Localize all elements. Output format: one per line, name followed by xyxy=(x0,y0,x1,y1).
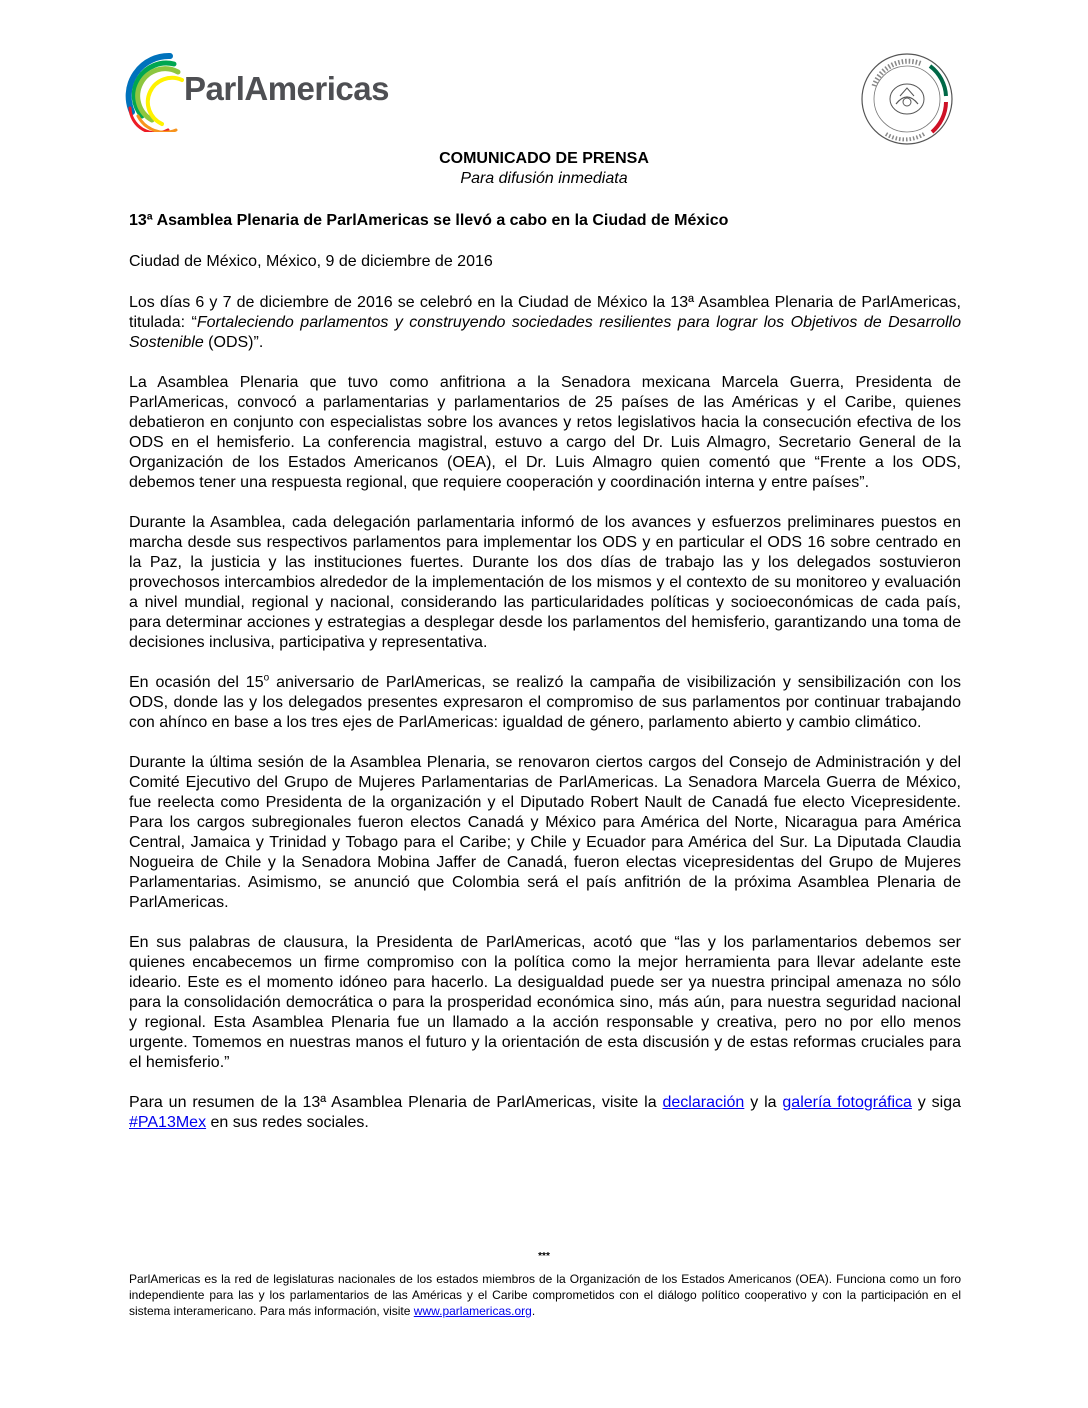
footer-end: . xyxy=(531,1304,536,1318)
paragraph-3: Durante la Asamblea, cada delegación parlamentaria informó de los avances y esfuerzos preliminares puestos en marcha desde sus respectivos parlamentos para implementar los ODS y en particular el ODS 16 sobre centrado en la Paz, la justicia y las instituciones fuertes. Durante los dos días de trabajo las y los delegados sostuvieron provechosos intercambios alrededor de la implementación de los mismos y el contexto de su monitoreo y evaluación a nivel mundial, regional y nacional, considerando las particularidades políticas y socioeconómicas de cada país, para determinar acciones y estrategias a desplegar desde los parlamentos del hemisferio, garantizando una toma de decisiones inclusiva, participativa y representativa. xyxy=(129,514,961,651)
paragraph-1-text: Los días 6 y 7 de diciembre de 2016 se celebró en la Ciudad de México la 13ª Asamblea Plenaria de ParlAmericas, titulada: “ xyxy=(129,294,961,331)
footer-note xyxy=(129,1271,961,1319)
declaracion-link[interactable]: declaración xyxy=(662,1094,745,1111)
paragraph-4-end: aniversario de ParlAmericas, se realizó la campaña de visibilización y sensibilización con los ODS, donde las y los delegados presentes expresaron el compromiso de sus parlamentos por continuar trabajando con ahínco en base a los tres ejes de ParlAmericas: igualdad de género, parlamento abierto y cambio climático. xyxy=(129,674,962,731)
paragraph-1-end: (ODS)”. xyxy=(203,334,264,351)
separator: *** xyxy=(538,1251,550,1262)
release-title: COMUNICADO DE PRENSA xyxy=(439,150,649,167)
release-header xyxy=(0,149,1088,189)
paragraph-7 xyxy=(129,1093,961,1133)
paragraph-7-mid-1: y la xyxy=(744,1094,783,1111)
footer-text: ParlAmericas es la red de legislaturas nacionales de los estados miembros de la Organización de los Estados Americanos (OEA). Funciona como un foro independiente para las y los parlamentarios de las Américas y el Caribe comprometidos con el diálogo político cooperativo y con la participación en el sistema interamericano. Para más información, visite xyxy=(129,1272,961,1318)
paragraph-7-mid-2: y siga xyxy=(911,1094,961,1111)
senate-seal xyxy=(860,52,954,146)
release-subtitle: Para difusión inmediata xyxy=(460,170,628,187)
paragraph-7-start: Para un resumen de la 13ª Asamblea Plenaria de ParlAmericas, visite la xyxy=(129,1094,663,1111)
paragraph-7-end: en sus redes sociales. xyxy=(206,1114,369,1131)
paragraph-1-italic: Fortaleciendo parlamentos y construyendo sociedades resilientes para lograr los Objetivos de Desarrollo Sostenible xyxy=(129,314,962,351)
headline: 13ª Asamblea Plenaria de ParlAmericas se llevó a cabo en la Ciudad de México xyxy=(129,212,729,229)
parlamericas-logo xyxy=(122,50,432,132)
paragraph-6: En sus palabras de clausura, la Presidenta de ParlAmericas, acotó que “las y los parlamentarios debemos ser quienes encabecemos un firme compromiso con la política como la mejor herramienta para llevar adelante este ideario. Este es el momento idóneo para hacerlo. La desigualdad puede ser ya nuestra principal amenaza no sólo para la consolidación democrática o para la prosperidad económica sino, más aún, para nuestra seguridad nacional y regional. Esta Asamblea Plenaria fue un llamado a la acción responsable y creativa, pero no por ello menos urgente. Tomemos en nuestras manos el futuro y la orientación de esta discusión y de estas reformas cruciales para el hemisferio.” xyxy=(129,934,961,1071)
paragraph-4 xyxy=(129,673,961,733)
paragraph-4-superscript: o xyxy=(263,672,270,684)
release-body xyxy=(129,211,961,1153)
dateline: Ciudad de México, México, 9 de diciembre de 2016 xyxy=(129,253,493,270)
galeria-fotografica-link[interactable]: galería fotográfica xyxy=(782,1094,912,1111)
parlamericas-website-link[interactable]: www.parlamericas.org xyxy=(413,1304,532,1318)
paragraph-2: La Asamblea Plenaria que tuvo como anfitriona a la Senadora mexicana Marcela Guerra, Presidenta de ParlAmericas, convocó a parlamentarias y parlamentarios de 25 países de las Américas y el Caribe, quienes debatieron en conjunto con especialistas sobre los avances y retos legislativos hacia la consecución efectiva de los ODS en el hemisferio. La conferencia magistral, estuvo a cargo del Dr. Luis Almagro, Secretario General de la Organización de los Estados Americanos (OEA), el Dr. Luis Almagro quien comentó que “Frente a los ODS, debemos tener una respuesta regional, que requiere cooperación y coordinación interna y entre países”. xyxy=(129,374,961,491)
paragraph-5: Durante la última sesión de la Asamblea Plenaria, se renovaron ciertos cargos del Consejo de Administración y del Comité Ejecutivo del Grupo de Mujeres Parlamentarias de ParlAmericas. La Senadora Marcela Guerra de México, fue reelecta como Presidenta de la organización y el Diputado Robert Nault de Canadá fue electo Vicepresidente. Para los cargos subregionales fueron electos Canadá y México para América del Norte, Nicaragua para América Central, Jamaica y Trinidad y Tobago para el Caribe; y Chile y Ecuador para América del Sur. La Diputada Claudia Nogueira de Chile y la Senadora Mobina Jaffer de Canadá, fueron electas vicepresidentas del Grupo de Mujeres Parlamentarias. Asimismo, se anunció que Colombia será el país anfitrión de la próxima Asamblea Plenaria de ParlAmericas. xyxy=(129,754,961,911)
logo-wordmark: ParlAmericas xyxy=(184,70,389,107)
paragraph-1 xyxy=(129,293,961,353)
senate-seal-icon xyxy=(860,52,954,146)
hashtag-link[interactable]: #PA13Mex xyxy=(129,1114,207,1131)
paragraph-4-start: En ocasión del 15 xyxy=(129,674,264,691)
